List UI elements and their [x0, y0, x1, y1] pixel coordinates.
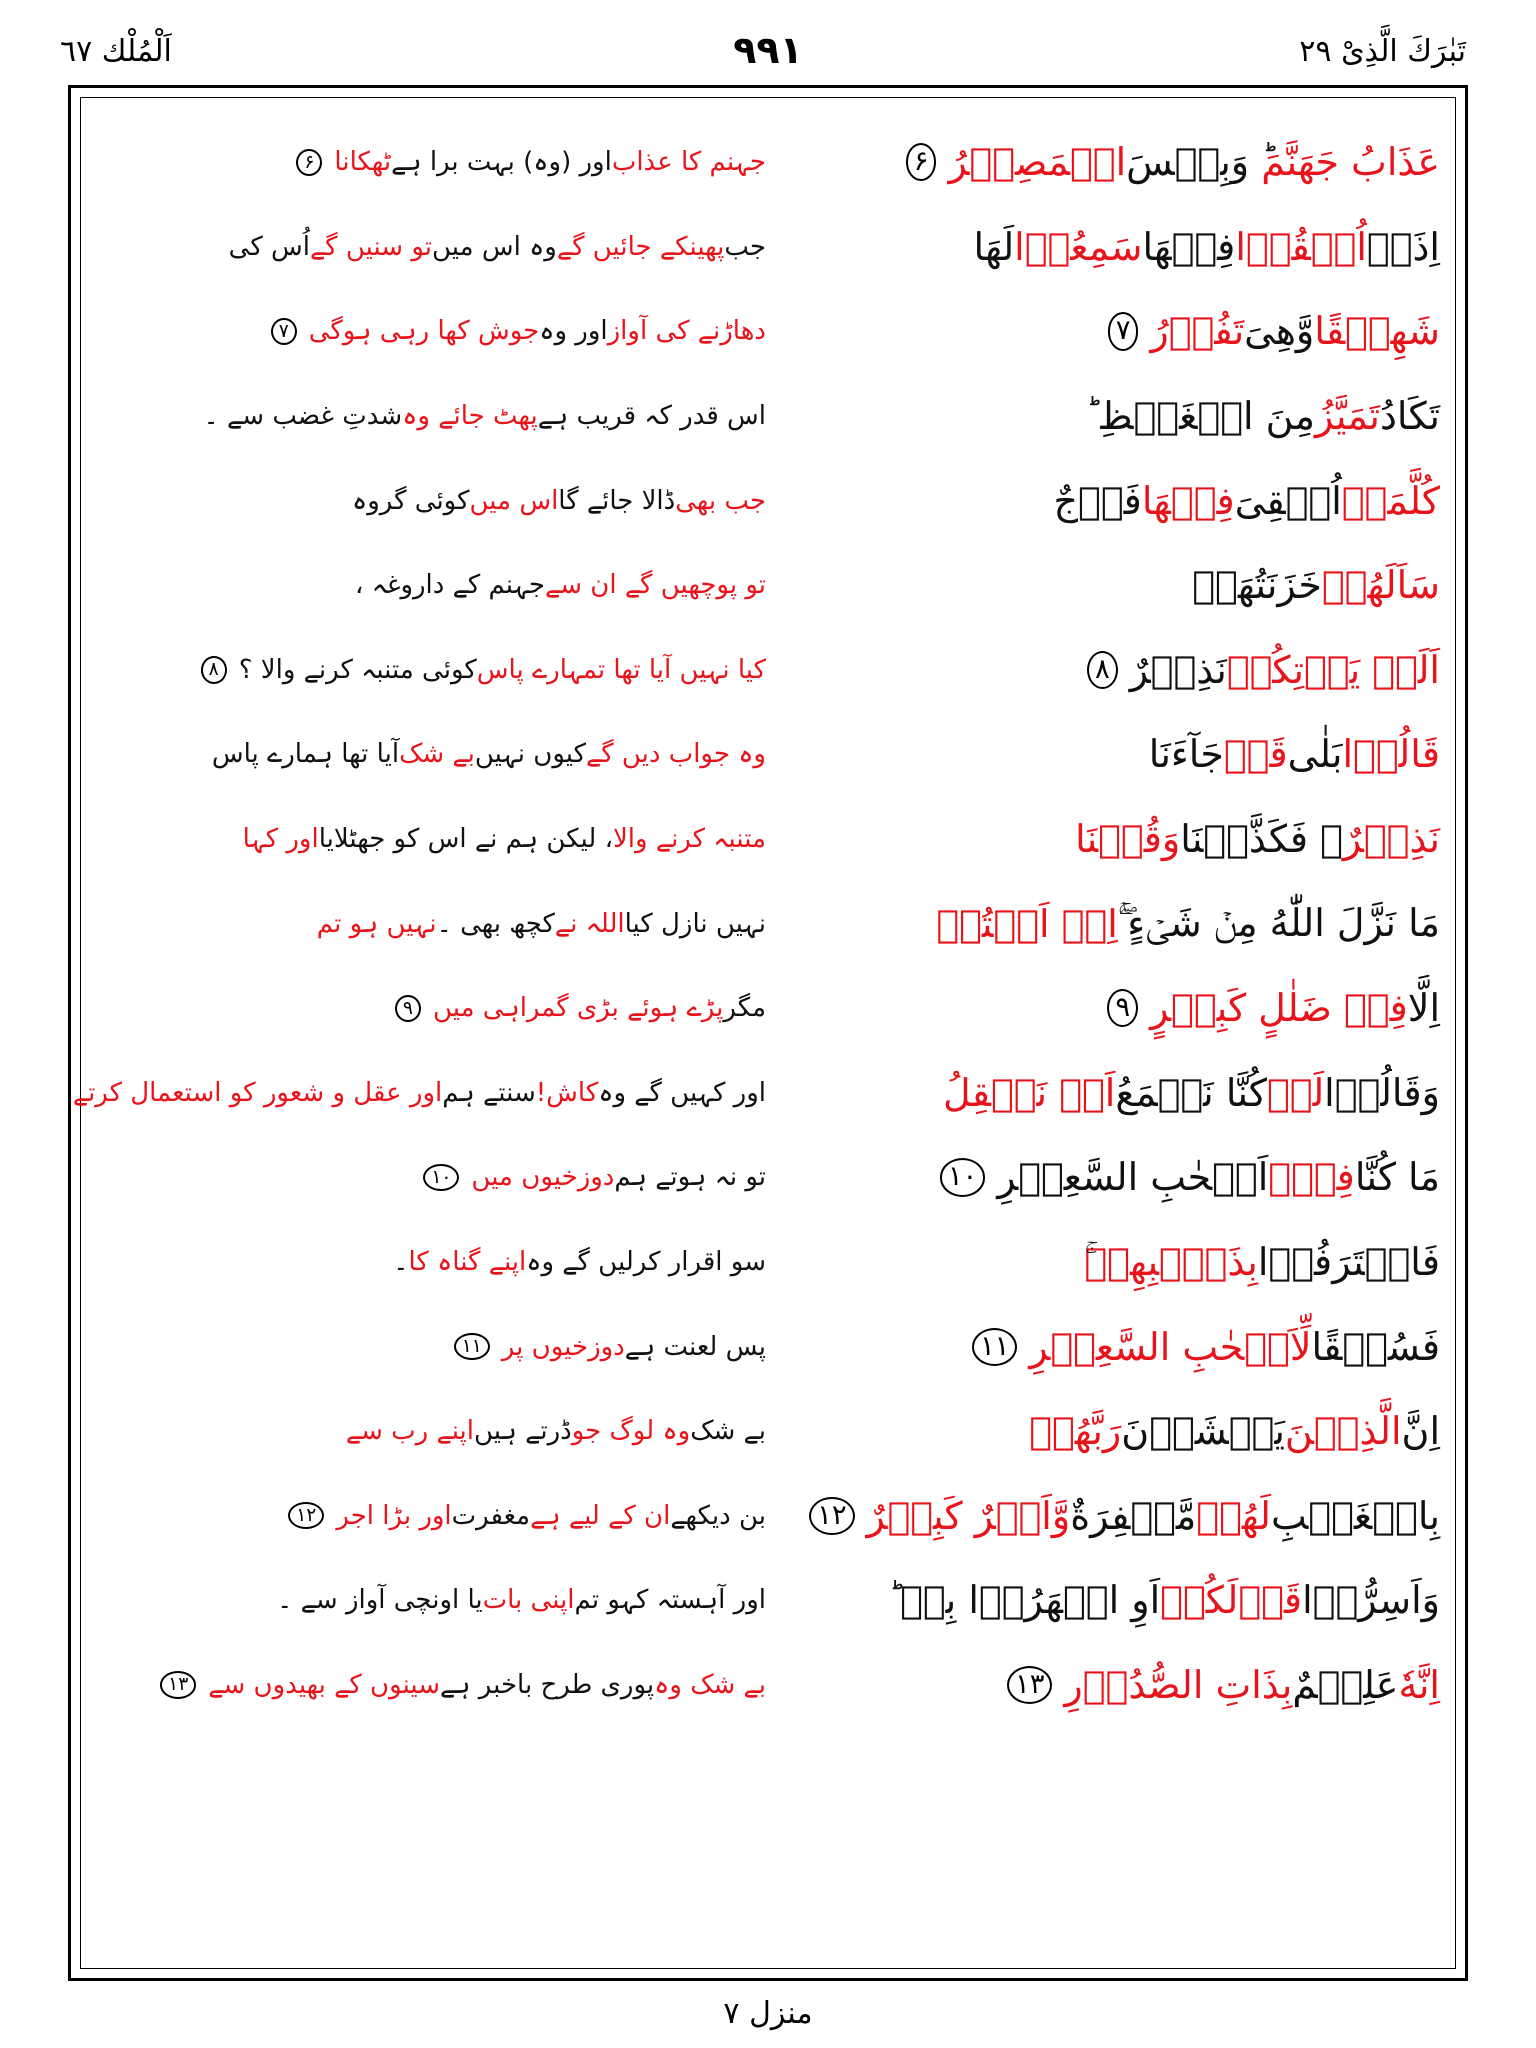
- urdu-segment: متنبہ کرنے والا: [612, 824, 766, 855]
- arabic-line: [800, 1051, 1440, 1136]
- verse-number-marker: ۷: [1108, 312, 1139, 350]
- arabic-line: [800, 1135, 1440, 1220]
- urdu-segment: پھینکے جائیں گے: [556, 231, 725, 262]
- arabic-segment: تَكَادُ: [1379, 394, 1440, 439]
- urdu-line: [146, 1220, 766, 1305]
- arabic-segment: وَاَسِرُّوۡا: [1302, 1578, 1440, 1623]
- urdu-line: [146, 797, 766, 882]
- arabic-line: [800, 628, 1440, 713]
- urdu-segment: ڈرتے ہیں: [474, 1416, 572, 1447]
- arabic-line: [800, 458, 1440, 543]
- verse-number-marker: ۱۳: [1007, 1666, 1052, 1704]
- urdu-segment: ان کے لیے ہے: [530, 1500, 671, 1531]
- urdu-segment: اللہ نے: [554, 908, 625, 939]
- arabic-segment: قَوۡلَكُمۡ: [1160, 1578, 1303, 1623]
- arabic-segment: بِالۡغَيۡبِ: [1270, 1493, 1440, 1538]
- urdu-line: [146, 1474, 766, 1559]
- urdu-segment: تو پوچھیں گے ان سے: [544, 570, 766, 601]
- urdu-segment: پوری طرح باخبر ہے: [440, 1669, 655, 1700]
- verse-number-marker: ۸: [1087, 651, 1118, 689]
- urdu-line: [146, 374, 766, 459]
- urdu-segment: اور (وہ) بہت برا ہے: [391, 147, 612, 178]
- arabic-segment: اُلۡقِىَ: [1234, 478, 1342, 523]
- urdu-segment: ۔: [393, 1247, 409, 1278]
- arabic-line: [800, 1304, 1440, 1389]
- arabic-segment: فَوۡجٌ: [1053, 478, 1142, 523]
- urdu-segment: جہنم کا عذاب: [611, 147, 766, 178]
- arabic-segment: خَزَنَتُهَاۤ: [1192, 563, 1322, 608]
- arabic-segment: وَقُلۡنَا: [1075, 817, 1181, 862]
- urdu-segment: ، لیکن ہم نے اس کو جھٹلایا: [318, 824, 613, 855]
- arabic-segment: رَبَّهُمۡ: [1029, 1409, 1122, 1454]
- arabic-segment: عَذَابُ جَهَنَّمَ: [1261, 140, 1440, 185]
- urdu-segment: جب: [724, 231, 766, 262]
- urdu-line: [146, 712, 766, 797]
- urdu-segment: مگر: [723, 993, 766, 1024]
- urdu-segment: اپنے گناہ کا: [408, 1247, 527, 1278]
- urdu-segment: اور وہ: [539, 316, 608, 347]
- urdu-line: [146, 1389, 766, 1474]
- urdu-line: [146, 966, 766, 1051]
- urdu-segment: تو نہ ہوتے ہم: [614, 1162, 766, 1193]
- verse-number-marker: ۱۳: [160, 1671, 196, 1698]
- urdu-line: [146, 1304, 766, 1389]
- urdu-segment: نہیں نازل کیا: [624, 908, 766, 939]
- verse-number-marker: ۶: [906, 143, 937, 181]
- urdu-segment: اور عقل و شعور کو استعمال کرتے: [72, 1077, 443, 1108]
- arabic-line: [800, 1558, 1440, 1643]
- arabic-segment: فِىۡ ضَلٰلٍ كَبِيۡرٍ: [1150, 986, 1408, 1031]
- urdu-segment: دوزخیوں میں: [471, 1162, 615, 1193]
- urdu-segment: جوش کھا رہی ہوگی: [308, 316, 540, 347]
- arabic-segment: لِّاَصۡحٰبِ السَّعِيۡرِ: [1029, 1324, 1312, 1369]
- urdu-line: [146, 543, 766, 628]
- urdu-segment: اور آہستہ کہو تم: [574, 1585, 766, 1616]
- arabic-segment: نَذِيۡرٌ: [1342, 817, 1440, 862]
- arabic-line: [800, 966, 1440, 1051]
- page-number: ۹۹۱: [733, 28, 803, 72]
- verse-number-marker: ۱۲: [288, 1502, 324, 1529]
- arabic-segment: اِنَّ: [1401, 1409, 1440, 1454]
- urdu-segment: بے شک وہ: [654, 1669, 766, 1700]
- urdu-line: [146, 1643, 766, 1728]
- verse-number-marker: ۹: [395, 995, 421, 1022]
- urdu-segment: کاش!: [535, 1077, 599, 1108]
- urdu-segment: اُس کی: [228, 231, 310, 262]
- arabic-segment: فِيۡهَا: [1141, 478, 1235, 523]
- arabic-line: [800, 1220, 1440, 1305]
- urdu-segment: اس میں: [469, 485, 559, 516]
- arabic-segment: عَلِيۡمٌ: [1292, 1662, 1399, 1707]
- arabic-line: [800, 289, 1440, 374]
- verse-number-marker: ۸: [201, 656, 227, 683]
- arabic-line: [800, 120, 1440, 205]
- arabic-segment: لَهَا: [973, 224, 1015, 269]
- urdu-segment: وہ اس میں: [432, 231, 557, 262]
- arabic-segment: الۡمَصِيۡرُ: [948, 140, 1127, 185]
- arabic-line: [800, 543, 1440, 628]
- urdu-segment: بن دیکھے: [670, 1500, 766, 1531]
- surah-label: اَلْمُلْك ٦٧: [60, 34, 172, 69]
- urdu-segment: سنتے ہم: [442, 1077, 536, 1108]
- arabic-segment: ۙ فَكَذَّبۡنَا: [1180, 817, 1343, 862]
- verse-number-marker: ۶: [296, 149, 322, 176]
- urdu-segment: کچھ بھی ۔: [436, 908, 555, 939]
- urdu-segment: اپنے رب سے: [345, 1416, 474, 1447]
- arabic-segment: اِنۡ اَنۡتُمۡ: [936, 901, 1118, 946]
- urdu-segment: مغفرت: [451, 1500, 531, 1531]
- urdu-segment: سینوں کے بھیدوں سے: [208, 1669, 441, 1700]
- urdu-segment: شدتِ غضب سے ۔: [203, 401, 403, 432]
- arabic-segment: وَقَالُوۡا: [1324, 1070, 1440, 1115]
- juz-label: تَبٰرَكَ الَّذِیْ ۲۹: [1299, 34, 1466, 69]
- arabic-segment: اِلَّا: [1407, 986, 1440, 1031]
- urdu-translation-column: [72, 120, 766, 1727]
- urdu-segment: ڈالا جائے گا: [558, 485, 676, 516]
- arabic-segment: تَفُوۡرُ: [1150, 309, 1245, 354]
- arabic-segment: اَصۡحٰبِ السَّعِيۡرِ: [997, 1155, 1269, 1200]
- arabic-segment: اِنَّهٗ: [1398, 1662, 1440, 1707]
- urdu-line: [146, 120, 766, 205]
- urdu-line: [72, 1051, 766, 1136]
- urdu-segment: پس لعنت ہے: [624, 1331, 766, 1362]
- arabic-segment: كُنَّا نَسۡمَعُ: [1115, 1070, 1267, 1115]
- urdu-segment: وہ جواب دیں گے: [585, 739, 766, 770]
- arabic-segment: وَّهِىَ: [1244, 309, 1315, 354]
- arabic-segment: بَلٰى: [1287, 732, 1343, 777]
- urdu-segment: دوزخیوں پر: [501, 1331, 625, 1362]
- urdu-segment: اور کہا: [242, 824, 319, 855]
- urdu-segment: دھاڑنے کی آواز: [607, 316, 766, 347]
- arabic-segment: اِذَاۤ: [1366, 224, 1440, 269]
- arabic-segment: اَوِ اجۡهَرُوۡا بِهٖ ؕ: [888, 1578, 1161, 1623]
- urdu-segment: نہیں ہو تم: [316, 908, 437, 939]
- arabic-line: [800, 205, 1440, 290]
- verse-number-marker: ۱۱: [454, 1333, 490, 1360]
- urdu-segment: بے شک: [399, 739, 475, 770]
- arabic-segment: جَآءَنَا: [1148, 732, 1224, 777]
- verse-number-marker: ۱۰: [940, 1158, 985, 1196]
- urdu-segment: سو اقرار کرلیں گے وہ: [526, 1247, 766, 1278]
- arabic-line: [800, 797, 1440, 882]
- arabic-segment: يَخۡشَوۡنَ: [1121, 1409, 1285, 1454]
- arabic-segment: اُلۡقُوۡا: [1235, 224, 1367, 269]
- urdu-segment: کیوں نہیں: [474, 739, 586, 770]
- arabic-segment: بِذَنۡۢبِهِمۡ: [1084, 1240, 1258, 1285]
- urdu-segment: کیا نہیں آیا تھا تمہارے پاس: [476, 654, 766, 685]
- arabic-segment: فَاعۡتَرَفُوۡا: [1257, 1240, 1440, 1285]
- urdu-segment: تو سنیں گے: [309, 231, 433, 262]
- urdu-line: [146, 1135, 766, 1220]
- urdu-line: [146, 458, 766, 543]
- arabic-line: [800, 881, 1440, 966]
- verse-number-marker: ۹: [1107, 989, 1138, 1027]
- urdu-segment: جب بھی: [675, 485, 766, 516]
- arabic-segment: ؕ وَبِئۡسَ: [1126, 140, 1262, 185]
- verse-number-marker: ۷: [271, 318, 297, 345]
- verse-number-marker: ۱۲: [809, 1497, 854, 1535]
- arabic-text-column: [800, 120, 1440, 1727]
- arabic-segment: فَسُحۡقًا: [1311, 1324, 1440, 1369]
- urdu-line: [146, 628, 766, 713]
- arabic-segment: وَّاَجۡرٌ كَبِيۡرٌ: [866, 1493, 1071, 1538]
- urdu-segment: اور بڑا اجر: [336, 1500, 452, 1531]
- arabic-line: [800, 1389, 1440, 1474]
- urdu-segment: ٹھکانا: [334, 147, 392, 178]
- urdu-segment: کوئی متنبہ کرنے والا ؟: [238, 654, 477, 685]
- arabic-segment: مَا كُنَّا: [1354, 1155, 1440, 1200]
- urdu-segment: پھٹ جائے وہ: [402, 401, 538, 432]
- arabic-segment: كُلَّمَاۤ: [1341, 478, 1440, 523]
- arabic-line: [800, 1643, 1440, 1728]
- urdu-segment: وہ لوگ جو: [571, 1416, 691, 1447]
- urdu-segment: آیا تھا ہمارے پاس: [211, 739, 400, 770]
- arabic-segment: مَا نَزَّلَ اللّٰهُ مِنۡ شَىۡءٍ ۖۚ: [1117, 901, 1440, 946]
- verse-number-marker: ۱۱: [972, 1328, 1017, 1366]
- urdu-segment: بے شک: [690, 1416, 766, 1447]
- arabic-segment: الَّذِيۡنَ: [1284, 1409, 1402, 1454]
- urdu-line: [146, 289, 766, 374]
- arabic-segment: لَهُمۡ: [1196, 1493, 1271, 1538]
- arabic-segment: قَدۡ: [1223, 732, 1288, 777]
- arabic-segment: نَذِيۡرٌ: [1129, 647, 1227, 692]
- arabic-segment: قَالُوۡا: [1342, 732, 1440, 777]
- arabic-line: [800, 1474, 1440, 1559]
- urdu-line: [146, 881, 766, 966]
- arabic-segment: مِنَ الۡغَيۡظِ ؕ: [1085, 394, 1315, 439]
- urdu-line: [146, 205, 766, 290]
- arabic-segment: اَلَمۡ يَاۡتِكُمۡ: [1226, 647, 1440, 692]
- arabic-segment: اَوۡ نَعۡقِلُ: [942, 1070, 1116, 1115]
- arabic-segment: تَمَيَّزُ: [1314, 394, 1380, 439]
- verse-number-marker: ۱۰: [423, 1164, 459, 1191]
- urdu-segment: جہنم کے داروغہ ،: [354, 570, 545, 601]
- urdu-segment: یا اونچی آواز سے ۔: [277, 1585, 483, 1616]
- urdu-segment: پڑے ہوئے بڑی گمراہی میں: [432, 993, 724, 1024]
- urdu-segment: اس قدر کہ قریب ہے: [537, 401, 766, 432]
- arabic-line: [800, 712, 1440, 797]
- arabic-segment: فِىۡۤ: [1268, 1155, 1355, 1200]
- urdu-line: [146, 1558, 766, 1643]
- urdu-segment: اور کہیں گے وہ: [598, 1077, 766, 1108]
- arabic-line: [800, 374, 1440, 459]
- urdu-segment: کوئی گروہ: [352, 485, 470, 516]
- arabic-segment: بِذَاتِ الصُّدُوۡرِ: [1064, 1662, 1293, 1707]
- arabic-segment: لَوۡ: [1266, 1070, 1325, 1115]
- manzil-label: منزل ۷: [723, 1996, 813, 2031]
- urdu-segment: اپنی بات: [482, 1585, 575, 1616]
- arabic-segment: سَمِعُوۡا: [1014, 224, 1143, 269]
- arabic-segment: مَّغۡفِرَةٌ: [1070, 1493, 1197, 1538]
- arabic-segment: سَاَلَهُمۡ: [1321, 563, 1440, 608]
- arabic-segment: فِيۡهَا: [1142, 224, 1236, 269]
- arabic-segment: شَهِيۡقًا: [1314, 309, 1440, 354]
